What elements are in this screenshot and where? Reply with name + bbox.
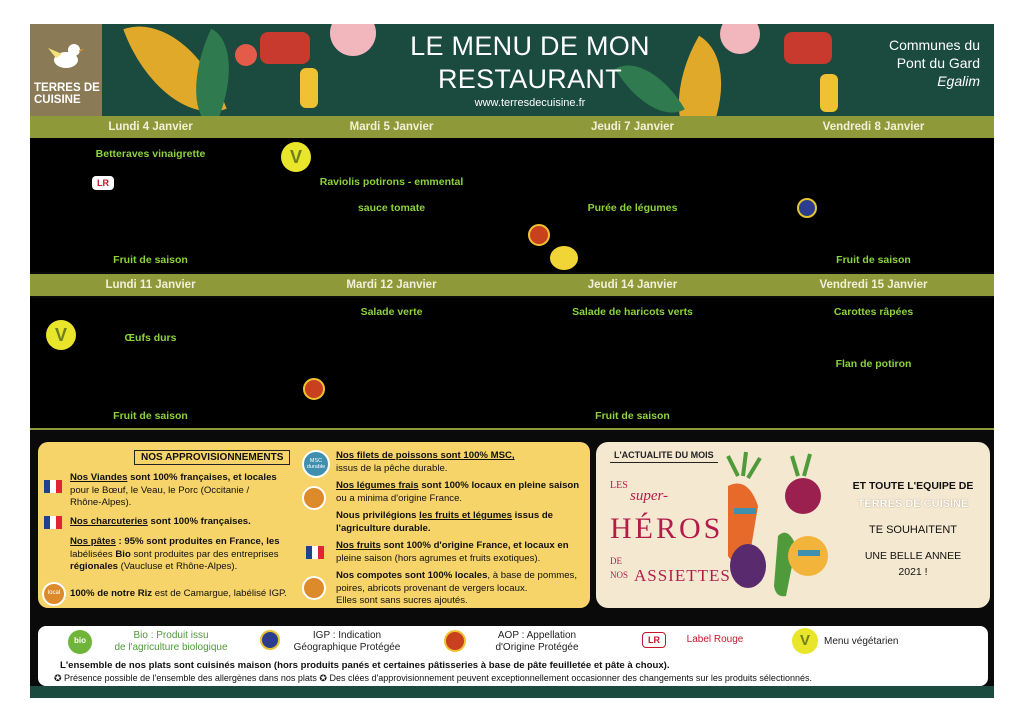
title-line2: RESTAURANT — [437, 64, 622, 94]
label-rouge-icon: LR — [92, 176, 114, 190]
legend-igp — [282, 630, 412, 654]
local-icon — [42, 582, 66, 606]
logo-text-line1: TERRES DE — [34, 82, 100, 94]
local-icon — [302, 576, 326, 600]
menu-cell — [512, 298, 754, 428]
legend-note-1: L'ensemble de nos plats sont cuisinés maison (hors produits panés et certaines pâtisseries à base de pâte feuilletée et pâte à choux). — [60, 660, 670, 671]
aop-icon — [303, 378, 325, 400]
bio-icon — [68, 630, 92, 654]
legend-aop-line2: d'Origine Protégée — [495, 642, 579, 653]
logo-text-line2: CUISINE — [34, 94, 81, 106]
decor-figure — [300, 68, 318, 108]
title-line1: LE MENU DE MON — [410, 31, 650, 61]
menu-cell — [512, 138, 754, 272]
decor-flower — [260, 32, 310, 64]
dish: Flan de potiron — [835, 358, 912, 370]
legend-bio-line1: Bio : Produit issu — [133, 630, 209, 641]
supply-riz: 100% de notre Riz est de Camargue, labélisé IGP. — [70, 588, 287, 599]
legend-igp-line1: IGP : Indication — [312, 630, 382, 641]
menu-cell — [30, 298, 272, 428]
greeting-line4: UNE BELLE ANNEE — [864, 550, 962, 562]
greeting-line5: 2021 ! — [898, 566, 928, 578]
egalim-label: Egalim — [937, 73, 980, 89]
day-header: Vendredi 15 Janvier — [753, 274, 994, 296]
decor-figure — [820, 74, 838, 112]
supply-panel — [38, 442, 590, 608]
dish: Salade de haricots verts — [572, 306, 693, 318]
menu-cell — [30, 138, 272, 272]
aop-icon — [528, 224, 550, 246]
legend-note-2: ✪ Présence possible de l'ensemble des allergènes dans nos plats ✪ Des clées d'approvisionnement peuvent exceptionnellement occasionner des changements sur les produits sélectionnés. — [54, 673, 812, 683]
commune-info — [889, 36, 980, 90]
dish: Fruit de saison — [836, 254, 911, 266]
day-header: Vendredi 8 Janvier — [753, 116, 994, 138]
heros-title: HÉROS — [610, 512, 724, 545]
bio-icon-text: bio — [74, 636, 86, 645]
france-flag-icon — [44, 516, 62, 529]
footer-decor-strip — [30, 686, 994, 698]
local-icon-text: local — [47, 590, 61, 596]
greeting-line2: TERRES DE CUISINE — [857, 498, 969, 510]
supply-pates: Nos pâtes : 95% sont produites en France, les labélisées Bio sont produites par des entreprises régionales (Vaucluse et Rhône-Alpes). — [70, 536, 280, 572]
decor-flower — [330, 24, 376, 56]
aop-icon — [444, 630, 466, 652]
vegetarian-icon: V — [281, 142, 311, 172]
day-header: Lundi 11 Janvier — [30, 274, 271, 296]
msc-icon-text: MSC durable — [306, 458, 326, 470]
france-flag-icon — [44, 480, 62, 493]
terres-de-cuisine-logo — [30, 24, 102, 116]
supply-charcuteries: Nos charcuteries sont 100% françaises. — [70, 516, 251, 527]
legend-aop — [472, 630, 602, 654]
menu-cell — [271, 298, 513, 428]
day-header: Mardi 5 Janvier — [271, 116, 512, 138]
heros-super: super- — [630, 488, 669, 504]
page-title — [380, 30, 680, 96]
day-header: Lundi 4 Janvier — [30, 116, 271, 138]
dish: Fruit de saison — [595, 410, 670, 422]
dish: Fruit de saison — [113, 410, 188, 422]
supply-title: NOS APPROVISIONNEMENTS — [134, 450, 290, 465]
commune-line1: Communes du — [888, 37, 980, 53]
dish: Œufs durs — [124, 332, 177, 344]
legend-aop-line1: AOP : Appellation — [497, 630, 577, 641]
menu-cell — [753, 138, 994, 272]
decor-flower — [235, 44, 257, 66]
dish: Raviolis potirons - emmental — [319, 176, 464, 188]
heros-les: LES — [610, 480, 628, 491]
legend-panel — [38, 626, 988, 686]
supply-legumes: Nos légumes frais sont 100% locaux en pleine saison ou a minima d'origine France. — [336, 480, 580, 504]
header-banner — [30, 24, 994, 116]
france-flag-icon — [306, 546, 324, 559]
supply-privilegions: Nous privilégions les fruits et légumes issus de l'agriculture durable. — [336, 510, 554, 534]
menu-sheet — [30, 24, 994, 698]
label-rouge-icon: LR — [642, 632, 666, 648]
day-header: Mardi 12 Janvier — [271, 274, 512, 296]
legend-bio-line2: de l'agriculture biologique — [114, 642, 228, 653]
dish: Carottes râpées — [833, 306, 914, 318]
greeting-line1: ET TOUTE L'EQUIPE DE — [852, 480, 974, 492]
legend-igp-line2: Géographique Protégée — [293, 642, 401, 653]
grid-bottom-line — [30, 428, 994, 430]
supply-poissons: Nos filets de poissons sont 100% MSC, issus de la pêche durable. — [336, 450, 515, 474]
bird-icon — [46, 36, 86, 76]
commune-line2: Pont du Gard — [896, 55, 980, 71]
decor-flower — [784, 32, 832, 64]
day-header: Jeudi 7 Janvier — [512, 116, 753, 138]
dish: Betteraves vinaigrette — [95, 148, 206, 160]
legend-label-rouge: Label Rouge — [686, 634, 744, 645]
decor-flower — [720, 24, 760, 54]
igp-icon — [797, 198, 817, 218]
dish: sauce tomate — [357, 202, 426, 214]
vegetarian-icon: V — [46, 320, 76, 350]
day-header: Jeudi 14 Janvier — [512, 274, 753, 296]
heros-de: DE — [610, 556, 622, 566]
heros-assiettes: ASSIETTES — [634, 566, 731, 585]
website-link[interactable]: www.terresdecuisine.fr — [474, 97, 586, 109]
legend-vegetarien: Menu végétarien — [824, 636, 899, 647]
greeting-line3: TE SOUHAITENT — [868, 524, 957, 536]
supply-compotes: Nos compotes sont 100% locales, à base de pommes, poires, abricots provenant de vergers locaux. Elles sont sans sucres ajoutés. — [336, 570, 578, 606]
heros-nos: NOS — [610, 570, 629, 580]
igp-icon — [260, 630, 280, 650]
dish: Fruit de saison — [113, 254, 188, 266]
supply-fruits: Nos fruits sont 100% d'origine France, et locaux en pleine saison (hors agrumes et fruits exotiques). — [336, 540, 569, 564]
menu-cell — [271, 138, 513, 272]
news-tag: L'ACTUALITE DU MOIS — [610, 448, 718, 463]
vegetable-heroes-illustration — [708, 446, 838, 606]
local-icon — [302, 486, 326, 510]
menu-cell — [753, 298, 994, 428]
msc-icon — [302, 450, 330, 478]
news-panel — [596, 442, 990, 608]
supply-viandes: Nos Viandes sont 100% françaises, et locales pour le Bœuf, le Veau, le Porc (Occitanie / Rhône-Alpes). — [70, 472, 277, 508]
dish: Salade verte — [360, 306, 423, 318]
legend-bio — [96, 630, 246, 654]
crown-icon — [550, 246, 578, 270]
dish: Purée de légumes — [587, 202, 678, 214]
vegetarian-icon: V — [792, 628, 818, 654]
